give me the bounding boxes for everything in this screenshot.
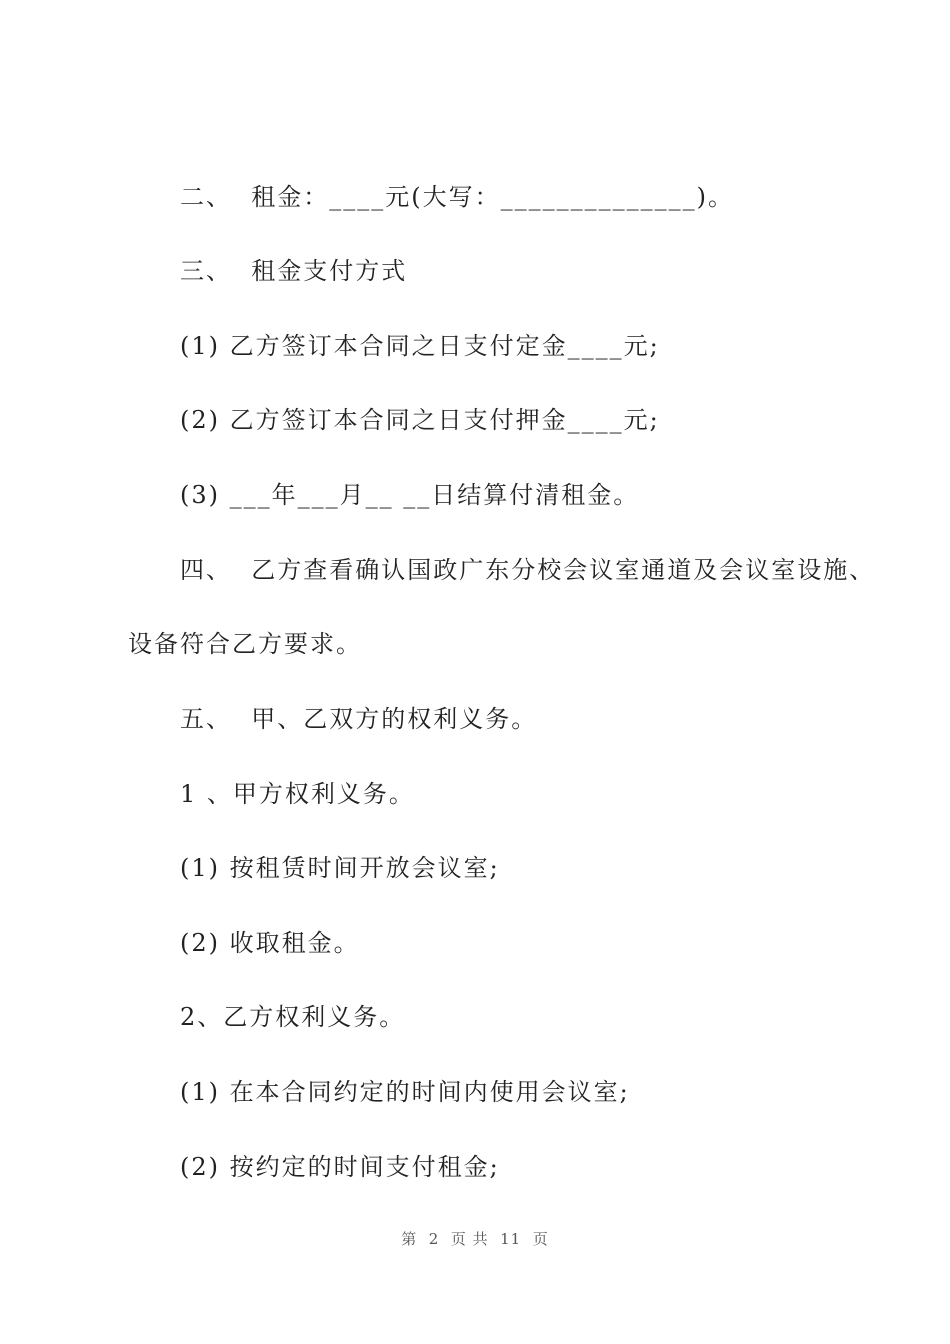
page-number-footer: 第 2 页 共 11 页 xyxy=(401,1230,549,1248)
clause-3-item-1: (1) 乙方签订本合同之日支付定金____元; xyxy=(180,332,660,360)
party-a-item-2: (2) 收取租金。 xyxy=(180,929,360,957)
party-b-item-1: (1) 在本合同约定的时间内使用会议室; xyxy=(180,1078,630,1106)
clause-4-line-2: 设备符合乙方要求。 xyxy=(128,630,362,658)
clause-3-item-2: (2) 乙方签订本合同之日支付押金____元; xyxy=(180,406,660,434)
clause-3-item-3: (3) ___年___月__ __日结算付清租金。 xyxy=(180,481,640,509)
clause-2-rent: 二、 租金：____元(大写：______________)。 xyxy=(180,183,734,211)
party-a-item-1: (1) 按租赁时间开放会议室; xyxy=(180,854,500,882)
clause-4-line-1: 四、 乙方查看确认国政广东分校会议室通道及会议室设施、 xyxy=(180,556,876,584)
party-b-heading: 2、乙方权利义务。 xyxy=(180,1003,406,1031)
party-b-item-2: (2) 按约定的时间支付租金; xyxy=(180,1153,500,1181)
party-a-heading: 1 、甲方权利义务。 xyxy=(180,780,415,808)
clause-5-rights: 五、 甲、乙双方的权利义务。 xyxy=(180,705,538,733)
clause-3-payment-method: 三、 租金支付方式 xyxy=(180,257,408,285)
